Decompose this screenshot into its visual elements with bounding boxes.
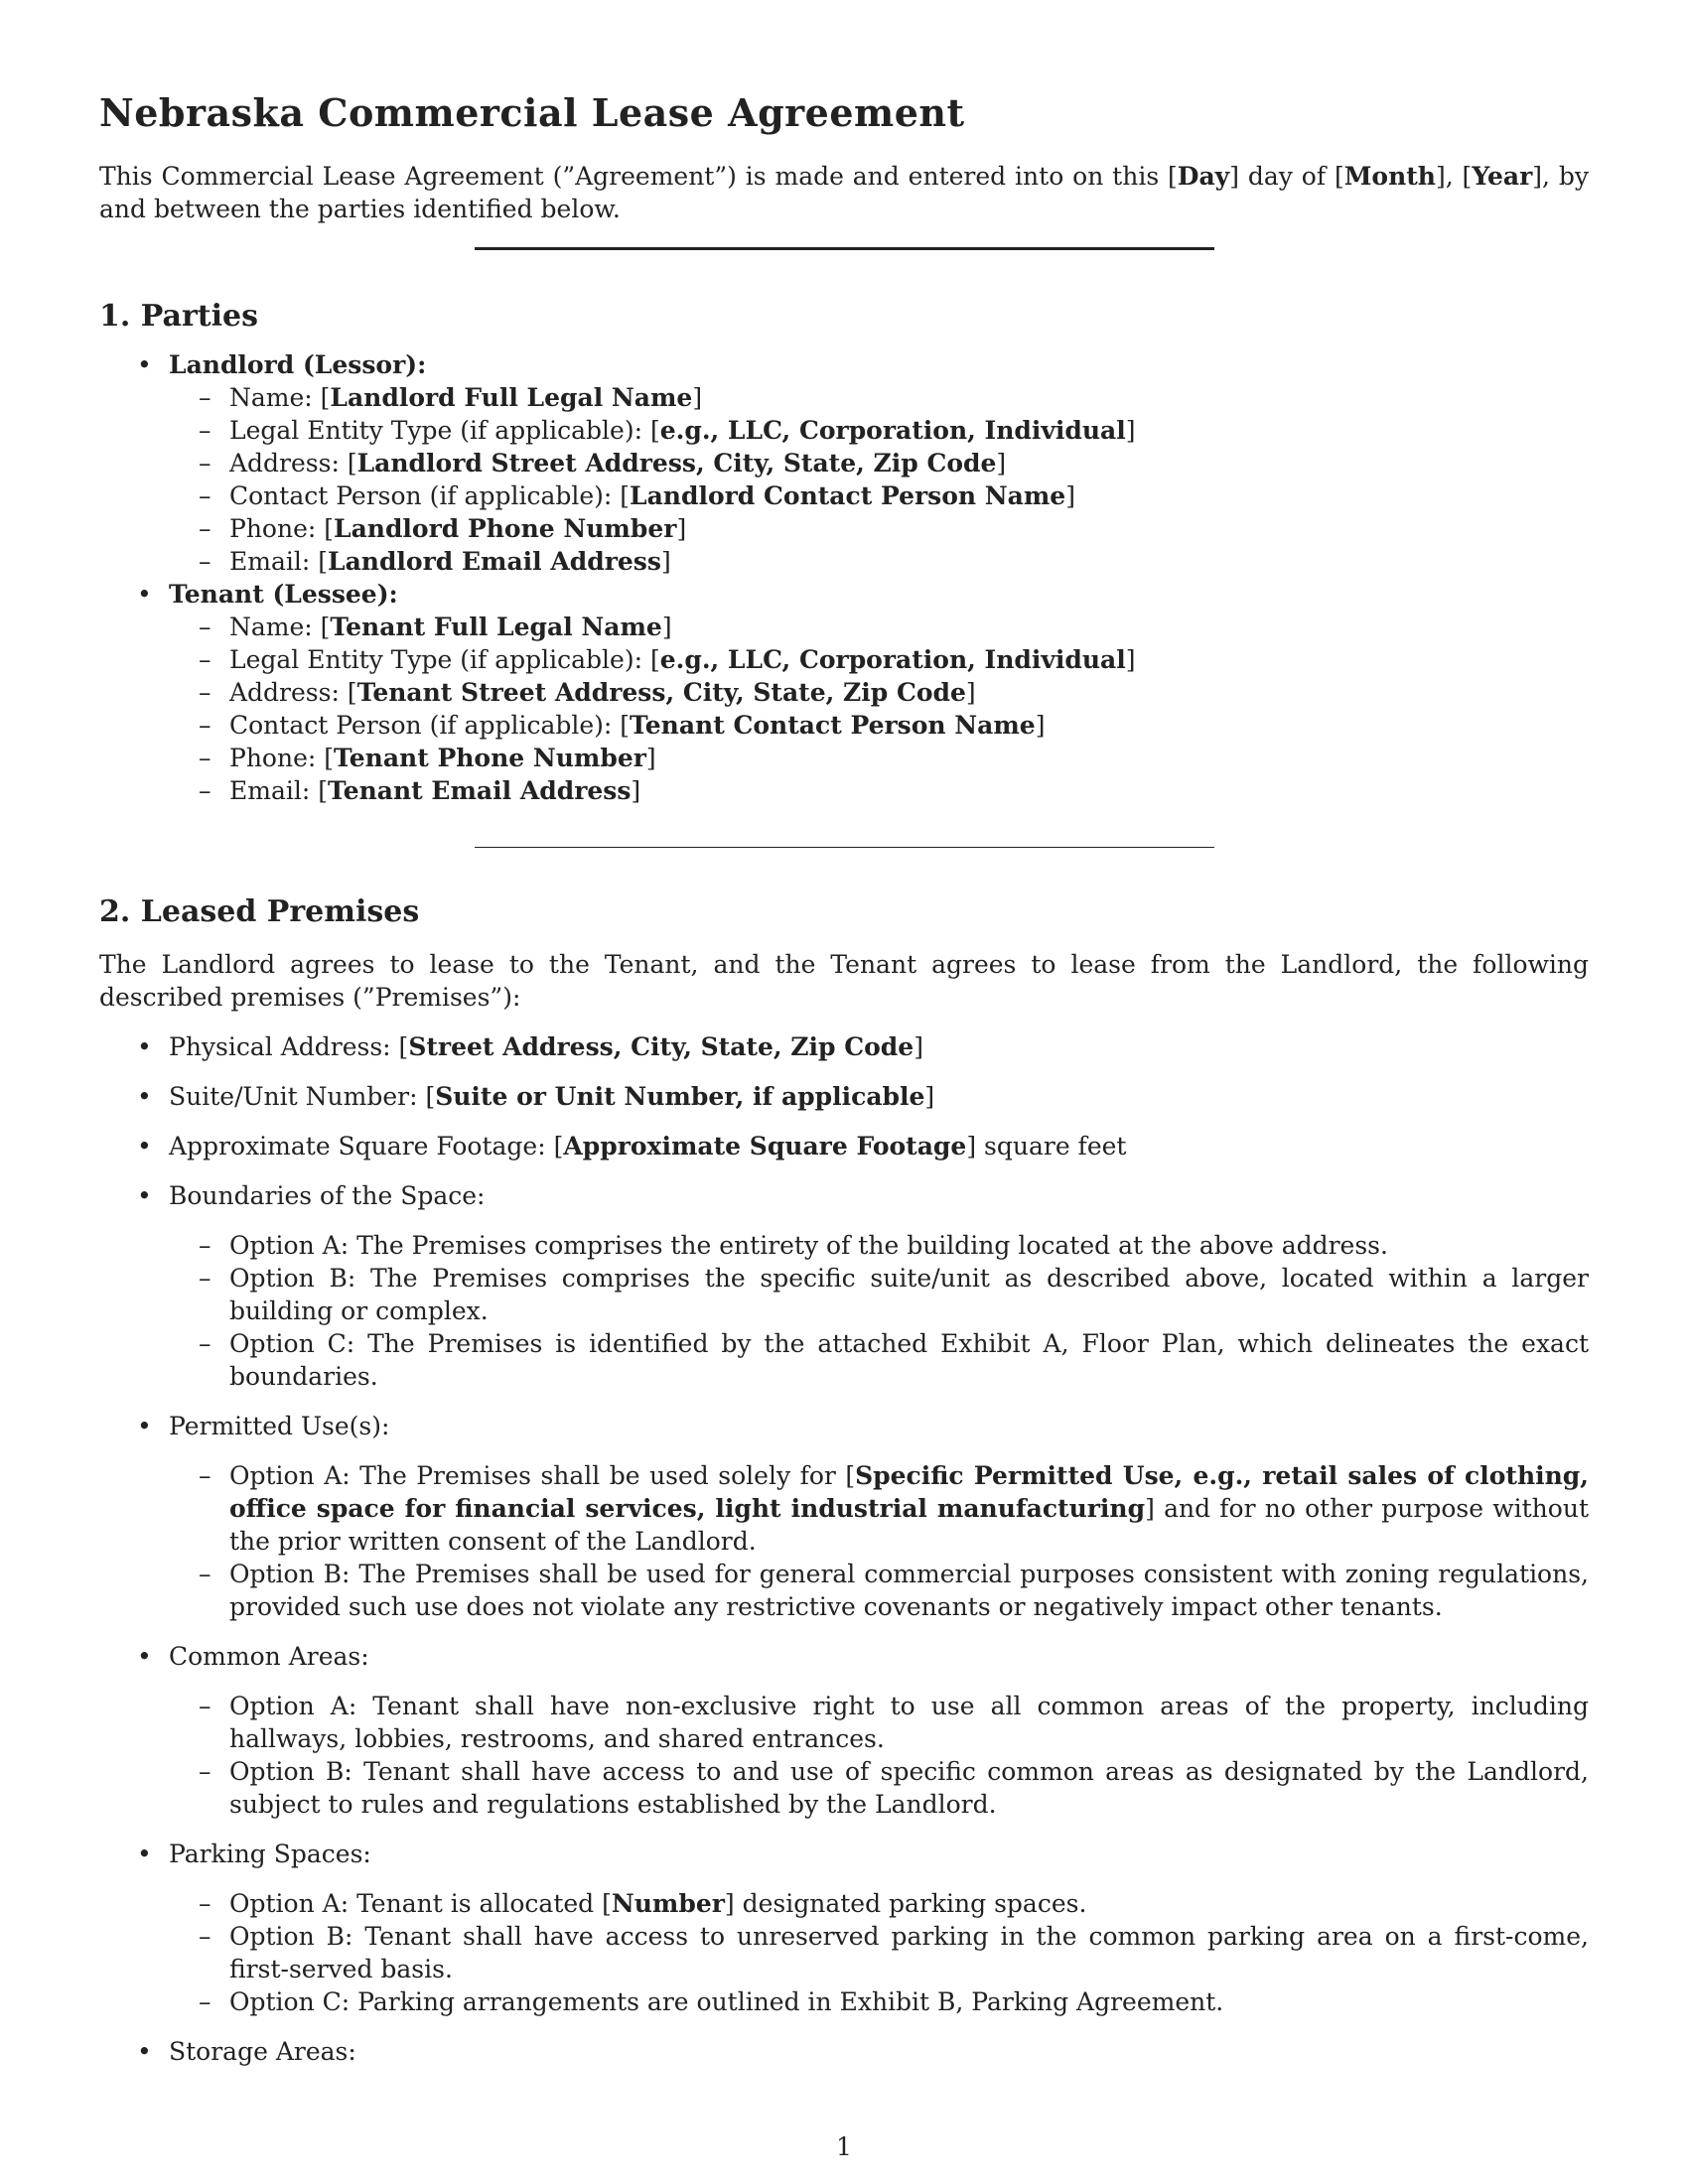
suite-number-placeholder: Suite or Unit Number, if applicable bbox=[435, 1082, 925, 1111]
label: Name: [ bbox=[229, 613, 331, 641]
tenant-address-line bbox=[169, 676, 1589, 709]
close-bracket: ] bbox=[924, 1082, 935, 1111]
text: ] and for no other purpose without the prior written consent of the Landlord. bbox=[229, 1494, 1589, 1556]
section-divider bbox=[475, 847, 1214, 848]
close-bracket: ] bbox=[645, 744, 656, 772]
landlord-name-placeholder: Landlord Full Legal Name bbox=[330, 383, 693, 412]
tenant-entity-placeholder: e.g., LLC, Corporation, Individual bbox=[659, 645, 1126, 674]
tenant-label: Tenant (Lessee): bbox=[169, 580, 398, 609]
permitted-use-options bbox=[169, 1459, 1589, 1623]
parking-number-placeholder: Number bbox=[611, 1889, 725, 1918]
boundaries-options bbox=[169, 1229, 1589, 1393]
physical-address-item bbox=[99, 1030, 1589, 1063]
close-bracket: ] bbox=[1125, 416, 1136, 445]
label: Physical Address: [ bbox=[169, 1032, 409, 1061]
landlord-address-placeholder: Landlord Street Address, City, State, Zip Code bbox=[356, 449, 997, 478]
close-bracket: ] bbox=[676, 514, 687, 543]
month-placeholder: Month bbox=[1343, 162, 1436, 191]
landlord-phone-line bbox=[169, 512, 1589, 545]
section-1-heading: 1. Parties bbox=[99, 299, 258, 334]
landlord-email-placeholder: Landlord Email Address bbox=[327, 547, 661, 576]
permitted-use-label: Permitted Use(s): bbox=[169, 1412, 390, 1440]
label: Email: [ bbox=[229, 547, 328, 576]
premises-list bbox=[99, 1030, 1589, 2068]
boundaries-option-a: – Option A: The Premises comprises the entirety of the building located at the above address. bbox=[169, 1229, 1589, 1262]
label: Address: [ bbox=[229, 449, 357, 478]
intro-text-mid1: ] day of [ bbox=[1229, 162, 1344, 191]
boundaries-option-b: – Option B: The Premises comprises the specific suite/unit as described above, located within a larger building or complex. bbox=[169, 1262, 1589, 1327]
parking-option-b: – Option B: Tenant shall have access to unreserved parking in the common parking area on a first-come, first-served basis. bbox=[169, 1920, 1589, 1985]
label: Name: [ bbox=[229, 383, 331, 412]
parking-item bbox=[99, 1838, 1589, 2018]
tenant-contact-line bbox=[169, 709, 1589, 742]
close-bracket: ] bbox=[1035, 711, 1046, 740]
year-placeholder: Year bbox=[1472, 162, 1533, 191]
tenant-phone-placeholder: Tenant Phone Number bbox=[334, 744, 646, 772]
parties-list bbox=[99, 348, 1589, 807]
landlord-label: Landlord (Lessor): bbox=[169, 350, 427, 379]
close-bracket: ] bbox=[692, 383, 703, 412]
close-bracket: ] bbox=[914, 1032, 923, 1061]
landlord-contact-placeholder: Landlord Contact Person Name bbox=[630, 481, 1066, 510]
close-bracket: ] bbox=[661, 613, 672, 641]
landlord-name-line bbox=[169, 381, 1589, 414]
parking-label: Parking Spaces: bbox=[169, 1840, 371, 1868]
text: Option A: Tenant is allocated [ bbox=[229, 1889, 612, 1918]
label: Phone: [ bbox=[229, 514, 334, 543]
parking-option-a bbox=[169, 1887, 1589, 1920]
close-bracket: ] bbox=[965, 678, 976, 707]
suffix: ] square feet bbox=[966, 1132, 1127, 1160]
intro-text-mid2: ], [ bbox=[1435, 162, 1473, 191]
close-bracket: ] bbox=[996, 449, 1007, 478]
tenant-address-placeholder: Tenant Street Address, City, State, Zip Code bbox=[356, 678, 966, 707]
label: Address: [ bbox=[229, 678, 357, 707]
document-title: Nebraska Commercial Lease Agreement bbox=[99, 90, 965, 135]
close-bracket: ] bbox=[631, 776, 641, 805]
intro-text-after: ], by and between the parties identified below. bbox=[99, 162, 1589, 223]
landlord-email-line bbox=[169, 545, 1589, 578]
common-areas-options bbox=[169, 1690, 1589, 1821]
permitted-use-placeholder: Specific Permitted Use, e.g., retail sales of clothing, office space for financial services, light industrial manufacturing bbox=[229, 1461, 1589, 1523]
common-areas-option-b: – Option B: Tenant shall have access to and use of specific common areas as designated by the Landlord, subject to rules and regulations established by the Landlord. bbox=[169, 1755, 1589, 1821]
tenant-item bbox=[99, 578, 1589, 807]
label: Contact Person (if applicable): [ bbox=[229, 481, 631, 510]
landlord-details bbox=[169, 381, 1589, 578]
physical-address-placeholder: Street Address, City, State, Zip Code bbox=[408, 1032, 914, 1061]
label: Approximate Square Footage: [ bbox=[169, 1132, 564, 1160]
intro-paragraph bbox=[99, 160, 1589, 225]
tenant-phone-line bbox=[169, 742, 1589, 774]
section-2-heading: 2. Leased Premises bbox=[99, 894, 420, 929]
landlord-contact-line bbox=[169, 479, 1589, 512]
landlord-item bbox=[99, 348, 1589, 578]
tenant-name-line bbox=[169, 611, 1589, 643]
close-bracket: ] bbox=[1065, 481, 1075, 510]
square-footage-item bbox=[99, 1130, 1589, 1162]
landlord-phone-placeholder: Landlord Phone Number bbox=[334, 514, 677, 543]
label: Phone: [ bbox=[229, 744, 334, 772]
label: Legal Entity Type (if applicable): [ bbox=[229, 416, 660, 445]
label: Legal Entity Type (if applicable): [ bbox=[229, 645, 660, 674]
landlord-entity-placeholder: e.g., LLC, Corporation, Individual bbox=[659, 416, 1126, 445]
square-footage-placeholder: Approximate Square Footage bbox=[563, 1132, 967, 1160]
tenant-email-placeholder: Tenant Email Address bbox=[327, 776, 632, 805]
premises-intro: The Landlord agrees to lease to the Tenant, and the Tenant agrees to lease from the Landlord, the following described premises (”Premises”): bbox=[99, 950, 1589, 1012]
day-placeholder: Day bbox=[1177, 162, 1230, 191]
common-areas-item bbox=[99, 1640, 1589, 1821]
permitted-use-option-a bbox=[169, 1459, 1589, 1558]
document-page bbox=[99, 89, 1589, 2085]
boundaries-item bbox=[99, 1179, 1589, 1393]
tenant-name-placeholder: Tenant Full Legal Name bbox=[330, 613, 662, 641]
label: Contact Person (if applicable): [ bbox=[229, 711, 631, 740]
common-areas-label: Common Areas: bbox=[169, 1642, 369, 1671]
tenant-details bbox=[169, 611, 1589, 807]
landlord-address-line bbox=[169, 447, 1589, 479]
permitted-use-item bbox=[99, 1410, 1589, 1623]
section-divider bbox=[475, 247, 1214, 250]
label: Email: [ bbox=[229, 776, 328, 805]
common-areas-option-a: – Option A: Tenant shall have non-exclusive right to use all common areas of the property, including hallways, lobbies, restrooms, and shared entrances. bbox=[169, 1690, 1589, 1755]
close-bracket: ] bbox=[660, 547, 671, 576]
tenant-contact-placeholder: Tenant Contact Person Name bbox=[630, 711, 1036, 740]
boundaries-label: Boundaries of the Space: bbox=[169, 1181, 486, 1210]
label: Suite/Unit Number: [ bbox=[169, 1082, 436, 1111]
boundaries-option-c: – Option C: The Premises is identified by the attached Exhibit A, Floor Plan, which delineates the exact boundaries. bbox=[169, 1327, 1589, 1393]
parking-options bbox=[169, 1887, 1589, 2018]
tenant-entity-line bbox=[169, 643, 1589, 676]
intro-text-before: This Commercial Lease Agreement (”Agreement”) is made and entered into on this [ bbox=[99, 162, 1178, 191]
page-number: 1 bbox=[836, 2132, 852, 2161]
parking-option-c: – Option C: Parking arrangements are outlined in Exhibit B, Parking Agreement. bbox=[169, 1985, 1589, 2018]
text: Option A: The Premises shall be used solely for [ bbox=[229, 1461, 856, 1490]
landlord-entity-line bbox=[169, 414, 1589, 447]
text: ] designated parking spaces. bbox=[724, 1889, 1087, 1918]
suite-number-item bbox=[99, 1080, 1589, 1113]
close-bracket: ] bbox=[1125, 645, 1136, 674]
storage-areas-item bbox=[99, 2035, 1589, 2068]
permitted-use-option-b: – Option B: The Premises shall be used for general commercial purposes consistent with zoning regulations, provided such use does not violate any restrictive covenants or negatively impact other tenants. bbox=[169, 1558, 1589, 1623]
tenant-email-line bbox=[169, 774, 1589, 807]
storage-areas-label: Storage Areas: bbox=[169, 2037, 356, 2066]
